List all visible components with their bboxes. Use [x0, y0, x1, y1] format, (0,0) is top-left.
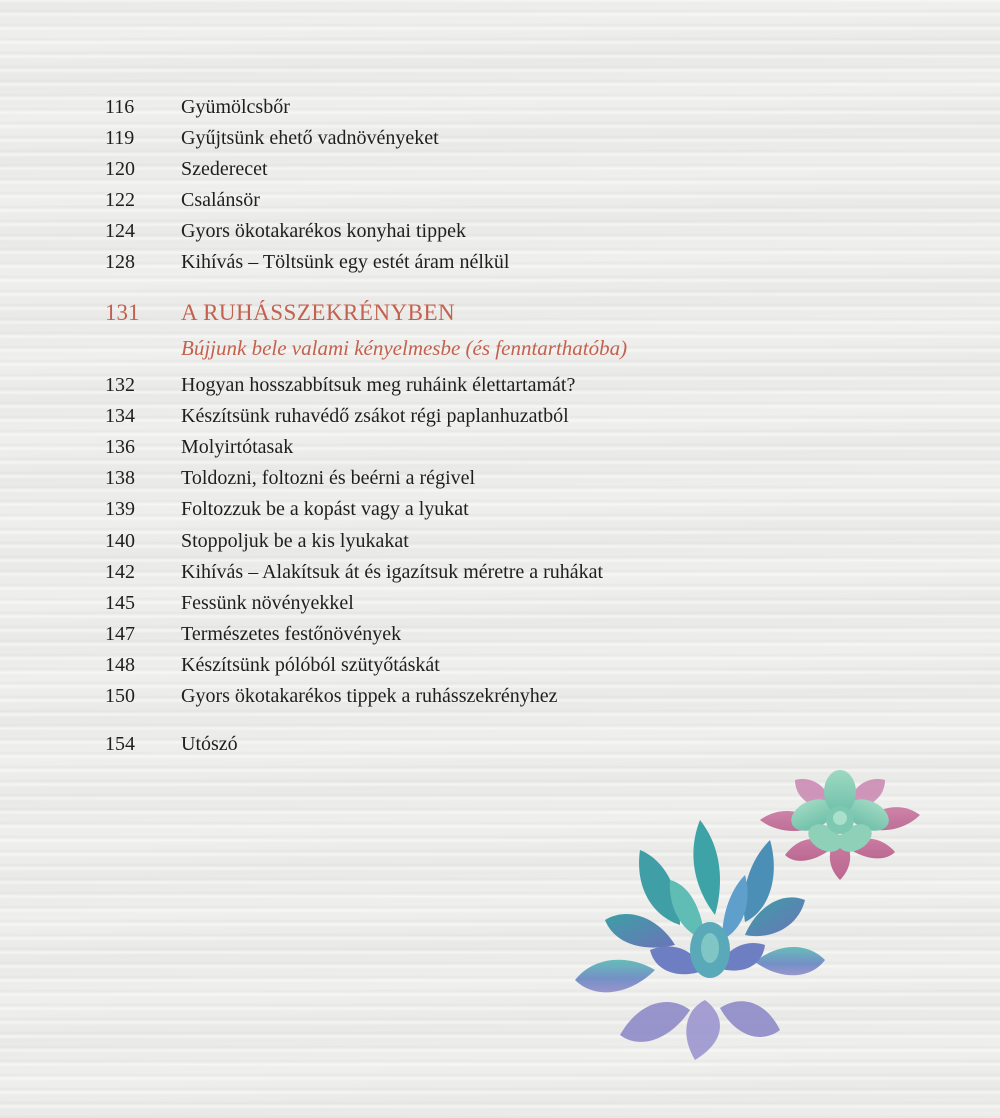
toc-entry-title: Gyors ökotakarékos konyhai tippek	[181, 220, 466, 242]
toc-page-number: 140	[105, 530, 135, 552]
toc-entry-title: Utószó	[181, 733, 238, 755]
toc-entry-title: Gyors ökotakarékos tippek a ruhásszekrényhez	[181, 685, 558, 707]
toc-entry-title: Készítsünk ruhavédő zsákot régi paplanhuzatból	[181, 405, 569, 427]
toc-page-number: 150	[105, 685, 135, 707]
toc-entry-title: Toldozni, foltozni és beérni a régivel	[181, 467, 476, 489]
toc-entry-title: Gyümölcsbőr	[181, 96, 290, 118]
toc-page-number: 122	[105, 189, 135, 211]
toc-entry-title: Foltozzuk be a kopást vagy a lyukat	[181, 498, 469, 520]
toc-entry-title: Stoppoljuk be a kis lyukakat	[181, 530, 409, 552]
toc-page-number: 116	[105, 96, 135, 118]
toc-entry-title: Fessünk növényekkel	[181, 592, 354, 614]
toc-page-number: 136	[105, 436, 135, 458]
toc-page-number: 124	[105, 220, 135, 242]
toc-entry-title: Gyűjtsünk ehető vadnövényeket	[181, 127, 439, 149]
toc-page-number: 139	[105, 498, 135, 520]
toc-entry-title: Készítsünk pólóból szütyőtáskát	[181, 654, 440, 676]
toc-page-number: 138	[105, 467, 135, 489]
toc-page-number: 147	[105, 623, 135, 645]
section-title[interactable]: A RUHÁSSZEKRÉNYBEN	[181, 300, 456, 325]
toc-entry-title: Kihívás – Alakítsuk át és igazítsuk méretre a ruhákat	[181, 561, 604, 583]
toc-page-number: 119	[105, 127, 135, 149]
toc-entry-title: Hogyan hosszabbítsuk meg ruháink élettartamát?	[181, 374, 576, 396]
toc-page-number: 145	[105, 592, 135, 614]
toc-page-number: 142	[105, 561, 135, 583]
toc-entry-title: Szederecet	[181, 158, 268, 180]
toc-entry-title: Kihívás – Töltsünk egy estét áram nélkül	[181, 251, 510, 273]
toc-entry-title: Csalánsör	[181, 189, 260, 211]
toc-page-number: 128	[105, 251, 135, 273]
toc-page-number: 148	[105, 654, 135, 676]
section-page-number: 131	[105, 300, 140, 325]
toc-page-number: 132	[105, 374, 135, 396]
succulent-illustration	[560, 740, 940, 1070]
succulent-pink-icon	[760, 770, 920, 880]
toc-entry-title: Természetes festőnövények	[181, 623, 402, 645]
toc-page-number: 154	[105, 733, 135, 755]
toc-page-number: 120	[105, 158, 135, 180]
toc-entry-title: Molyirtótasak	[181, 436, 294, 458]
section-subtitle: Bújjunk bele valami kényelmesbe (és fenntarthatóba)	[181, 336, 628, 360]
toc-page-number: 134	[105, 405, 135, 427]
